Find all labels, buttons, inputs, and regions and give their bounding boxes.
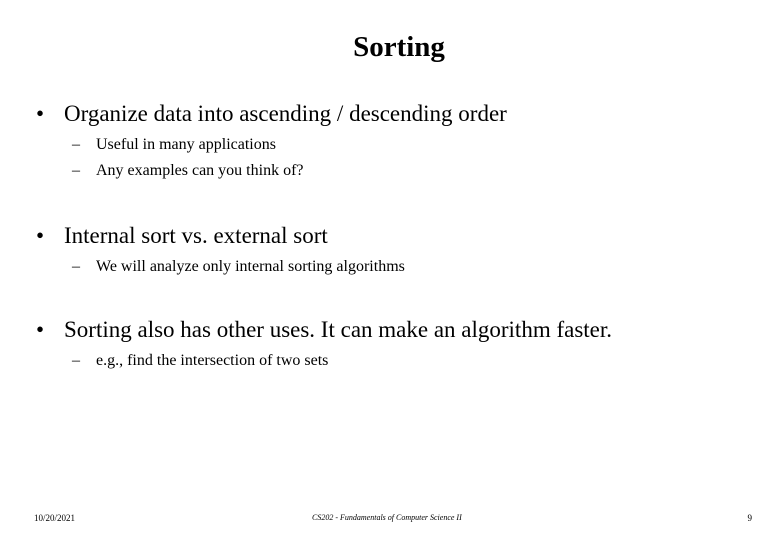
sub-item-2-1-text: We will analyze only internal sorting algorithms <box>96 258 405 275</box>
sub-item-1-2 <box>72 161 304 180</box>
sub-item-marker: – <box>72 352 80 369</box>
bullet-2 <box>36 222 328 250</box>
bullet-3 <box>36 316 612 344</box>
sub-item-3-1 <box>72 351 328 370</box>
bullet-2-text: Internal sort vs. external sort <box>64 223 328 248</box>
sub-item-2-1 <box>72 257 405 276</box>
sub-item-marker: – <box>72 258 80 275</box>
footer-course: CS202 - Fundamentals of Computer Science II <box>312 513 462 522</box>
bullet-1-text: Organize data into ascending / descending order <box>64 101 507 126</box>
sub-item-3-1-text: e.g., find the intersection of two sets <box>96 352 329 369</box>
slide-title: Sorting <box>353 31 445 63</box>
bullet-marker: • <box>36 101 45 126</box>
sub-item-marker: – <box>72 136 80 153</box>
sub-item-1-2-text: Any examples can you think of? <box>96 162 304 179</box>
bullet-marker: • <box>36 317 45 342</box>
sub-item-1-1-text: Useful in many applications <box>96 136 276 153</box>
bullet-marker: • <box>36 223 45 248</box>
sub-item-marker: – <box>72 162 80 179</box>
bullet-1 <box>36 100 507 128</box>
footer-date: 10/20/2021 <box>34 513 76 523</box>
footer-page-number: 9 <box>747 513 752 523</box>
sub-item-1-1 <box>72 135 276 154</box>
bullet-3-text: Sorting also has other uses. It can make an algorithm faster. <box>64 317 613 342</box>
